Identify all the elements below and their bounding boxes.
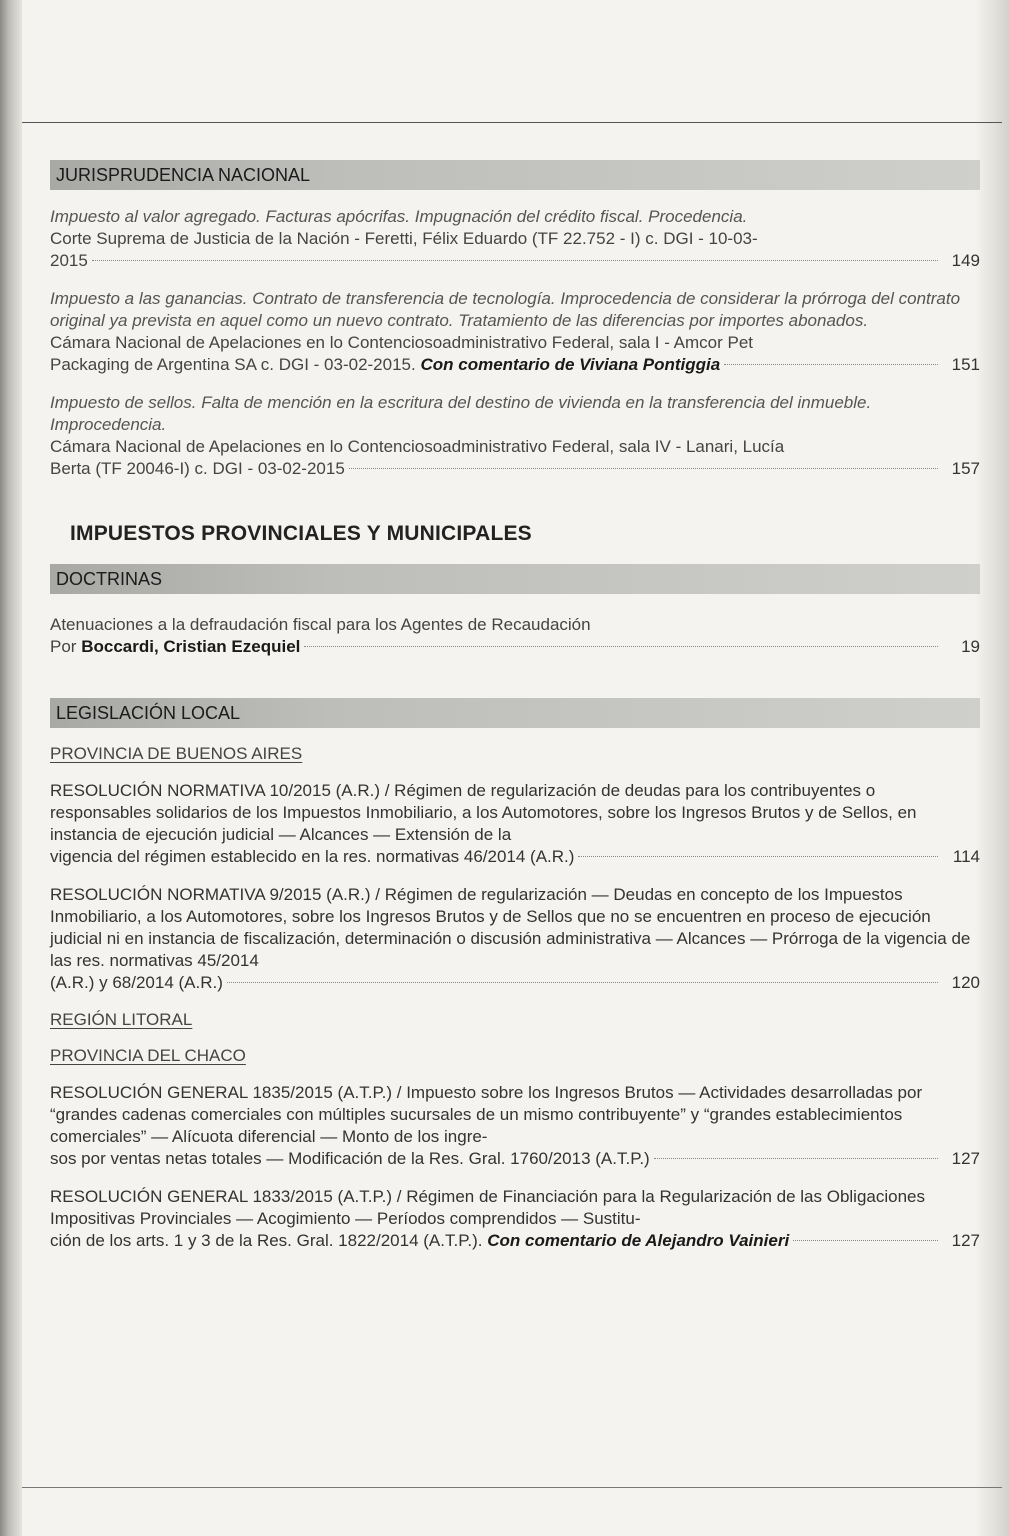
entry-cite: Packaging de Argentina SA c. DGI - 03-02-2015. [50,355,416,374]
entry-cite: Berta (TF 20046-I) c. DGI - 03-02-2015 [50,459,345,478]
doctrina-title: Atenuaciones a la defraudación fiscal para los Agentes de Recaudación [50,615,591,634]
leader-dots [724,364,938,365]
page-number: 157 [951,459,980,478]
entry-cite-line [50,972,980,994]
section-band-doctrinas: DOCTRINAS [50,564,980,594]
entry-cite-line [50,354,980,376]
resolution-last-line: (A.R.) y 68/2014 (A.R.) [50,973,223,992]
entry-court: Cámara Nacional de Apelaciones en lo Contenciosoadministrativo Federal, sala IV - Lanari, Lucía [50,437,785,456]
entry-cite-line [50,1230,980,1252]
leader-dots [793,1240,938,1241]
entry-cite-line [50,636,980,658]
page-number: 19 [961,637,980,656]
page-number: 127 [951,1231,980,1250]
resolution-text: RESOLUCIÓN NORMATIVA 9/2015 (A.R.) / Régimen de regularización — Deudas en concepto de los Impuestos Inmobiliario, a los Automotores, sobre los Ingresos Brutos y de Sellos que no se encuentren en proceso de ejecución judicial ni en instancia de fiscalización, determinación o discusión administrativa — Alcances — Prórroga de la vigencia de las res. normativas 45/2014 [50,885,971,970]
section-band-legislacion: LEGISLACIÓN LOCAL [50,698,980,728]
leader-dots [349,468,938,469]
entry-cite-line [50,458,980,480]
resolution-last-line: sos por ventas netas totales — Modificación de la Res. Gral. 1760/2013 (A.T.P.) [50,1149,650,1168]
entry-topic: Impuesto a las ganancias. Contrato de transferencia de tecnología. Improcedencia de considerar la prórroga del contrato original ya prevista en aquel como un nuevo contrato. Tratamiento de las diferencias por importes abonados. [50,289,961,330]
index-entry[interactable] [50,392,980,480]
resolution-entry[interactable] [50,1082,980,1170]
scan-edge-left [0,0,22,1536]
resolution-last-line: vigencia del régimen establecido en la res. normativas 46/2014 (A.R.) [50,847,575,866]
entry-cite: 2015 [50,251,88,270]
page-number: 149 [951,251,980,270]
page-number: 120 [951,973,980,992]
entry-cite-line [50,1148,980,1170]
entry-court: Corte Suprema de Justicia de la Nación - Feretti, Félix Eduardo (TF 22.752 - I) c. DGI - 10-03- [50,229,758,248]
resolution-last-line: ción de los arts. 1 y 3 de la Res. Gral. 1822/2014 (A.T.P.). [50,1231,483,1250]
scan-edge-right [975,0,1009,1536]
top-rule [22,122,1002,123]
resolution-entry[interactable] [50,884,980,994]
resolution-entry[interactable] [50,780,980,868]
leader-dots [227,982,938,983]
resolution-entry[interactable] [50,1186,980,1252]
resolution-text: RESOLUCIÓN GENERAL 1833/2015 (A.T.P.) / Régimen de Financiación para la Regularización de las Obligaciones Impositivas Provinciales — Acogimiento — Períodos comprendidos — Sustitu- [50,1187,926,1228]
section-title-provinciales: IMPUESTOS PROVINCIALES Y MUNICIPALES [70,522,532,545]
entry-cite-line [50,250,980,272]
leader-dots [92,260,938,261]
entry-cite-line [50,846,980,868]
section-band-jurisprudencia: JURISPRUDENCIA NACIONAL [50,160,980,190]
bottom-rule [22,1487,1002,1488]
group-label-buenos-aires[interactable]: PROVINCIA DE BUENOS AIRES [50,744,303,763]
page-number: 151 [951,355,980,374]
page-number: 127 [951,1149,980,1168]
entry-comment: Con comentario de Alejandro Vainieri [487,1231,790,1250]
index-entry[interactable] [50,206,980,272]
entry-topic: Impuesto al valor agregado. Facturas apócrifas. Impugnación del crédito fiscal. Procedencia. [50,207,748,226]
entry-court: Cámara Nacional de Apelaciones en lo Contenciosoadministrativo Federal, sala I - Amcor Pet [50,333,754,352]
resolution-text: RESOLUCIÓN GENERAL 1835/2015 (A.T.P.) / Impuesto sobre los Ingresos Brutos — Actividades desarrolladas por “grandes cadenas comerciales con múltiples sucursales de un mismo contribuyente” y “grandes establecimientos comerciales” — Alícuota diferencial — Monto de los ingre- [50,1083,923,1146]
index-entry[interactable] [50,614,980,658]
group-label-chaco[interactable]: PROVINCIA DEL CHACO [50,1046,246,1065]
leader-dots [578,856,938,857]
group-label-region-litoral[interactable]: REGIÓN LITORAL [50,1010,193,1029]
author-prefix: Por [50,637,77,656]
leader-dots [654,1158,938,1159]
leader-dots [304,646,938,647]
entry-topic: Impuesto de sellos. Falta de mención en la escritura del destino de vivienda en la transferencia del inmueble. Improcedencia. [50,393,872,434]
index-entry[interactable] [50,288,980,376]
entry-comment: Con comentario de Viviana Pontiggia [420,355,721,374]
author-name: Boccardi, Cristian Ezequiel [81,637,301,656]
index-content [50,160,980,1252]
page-number: 114 [952,847,980,866]
resolution-text: RESOLUCIÓN NORMATIVA 10/2015 (A.R.) / Régimen de regularización de deudas para los contribuyentes o responsables solidarios de los Impuestos Inmobiliario, a los Automotores, sobre los Ingresos Brutos y de Sellos, en instancia de ejecución judicial — Alcances — Extensión de la [50,781,917,844]
